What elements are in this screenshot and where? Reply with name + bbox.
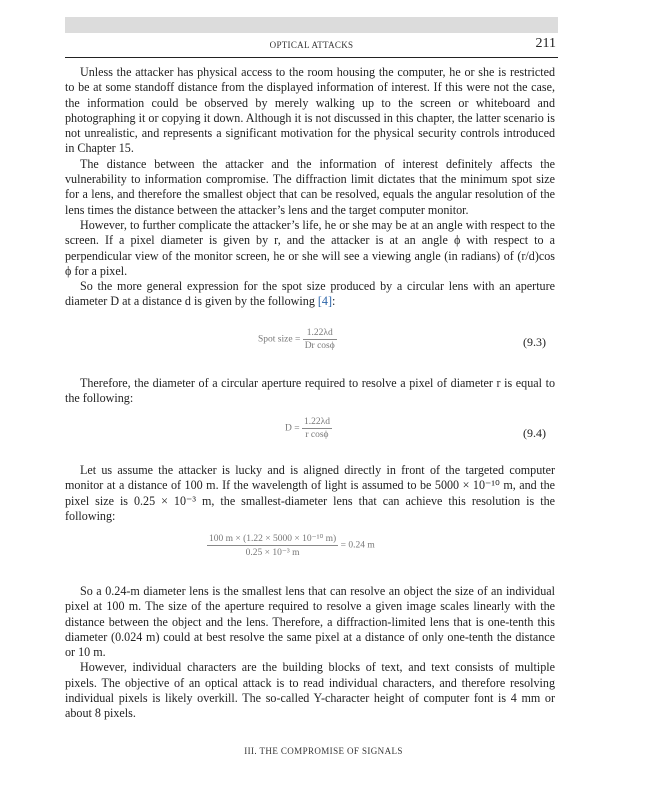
running-title: OPTICAL ATTACKS — [269, 40, 354, 50]
equation-9-4-fraction — [302, 417, 332, 440]
paragraph-5: Therefore, the diameter of a circular aperture required to resolve a pixel of diameter r is equal to the following: — [65, 376, 555, 406]
header-rule — [65, 57, 558, 58]
page-number: 211 — [535, 36, 556, 51]
paragraph-3: However, to further complicate the attacker’s life, he or she may be at an angle with respect to the screen. If a pixel diameter is given by r, and the attacker is at an angle ϕ with respect to a perpendicular view of the monitor screen, he or she will see a viewing angle (in radians) of (r/d)cos ϕ for a pixel. — [65, 217, 555, 278]
paragraph-8: However, individual characters are the building blocks of text, and text consists of multiple pixels. The objective of an optical attack is to read individual characters, and therefore resolving individual pixels is likely overkill. The so-called Y-character height of computer font is 4 mm or about 8 pixels. — [65, 660, 555, 721]
page-footer: III. THE COMPROMISE OF SIGNALS — [244, 746, 403, 756]
equation-9-4-lhs: D = — [285, 423, 300, 434]
equation-9-4-denominator: r cosϕ — [305, 430, 329, 440]
equation-numeric-fraction — [207, 533, 338, 558]
equation-9-3-denominator: Dr cosϕ — [304, 341, 335, 351]
equation-9-4 — [285, 417, 332, 440]
paragraph-6: Let us assume the attacker is lucky and is aligned directly in front of the targeted computer monitor at a distance of 100 m. If the wavelength of light is assumed to be 5000 × 10⁻¹⁰ m, and the pixel size is 0.25 × 10⁻³ m, the smallest-diameter lens that can achieve this resolution is the following: — [65, 463, 555, 523]
paragraph-1: Unless the attacker has physical access to the room housing the computer, he or she is restricted to be at some standoff distance from the displayed information of interest. If this were not the case, the information could be observed by merely walking up to the screen or whiteboard and photographing it or copying it down. Although it is not discussed in this chapter, the latter scenario is not unrealistic, and represents a significant motivation for the physical security controls introduced in Chapter 15. — [65, 65, 555, 156]
text-block-2 — [65, 376, 555, 407]
equation-9-3-numerator: 1.22λd — [303, 328, 337, 340]
equation-number-9-3: (9.3) — [523, 335, 546, 349]
paragraph-4 — [65, 279, 555, 310]
text-block-3 — [65, 463, 555, 524]
equation-numeric-denominator: 0.25 × 10⁻³ m — [245, 548, 300, 558]
equation-number-9-4: (9.4) — [523, 426, 546, 440]
text-block-1 — [65, 65, 555, 310]
equation-numeric-numerator: 100 m × (1.22 × 5000 × 10⁻¹⁰ m) — [209, 534, 337, 544]
text-block-4 — [65, 584, 555, 722]
paragraph-2: The distance between the attacker and the information of interest definitely affects the vulnerability to information compromise. The diffraction limit dictates that the minimum spot size for a lens, and therefore the smallest object that can be resolved, equals the angular resolution of the lens times the distance between the attacker’s lens and the target computer monitor. — [65, 156, 555, 217]
equation-9-3-fraction — [303, 328, 337, 351]
page-header — [65, 34, 558, 55]
header-bar — [65, 17, 558, 33]
citation-link[interactable]: [4] — [317, 294, 333, 309]
paragraph-4-end: : — [332, 294, 336, 309]
equation-9-3-lhs: Spot size = — [258, 334, 301, 345]
paragraph-4-text: So the more general expression for the spot size produced by a circular lens with an aperture diameter D at a distance d is given by the following — [65, 279, 555, 309]
equation-numeric-result: = 0.24 m — [340, 540, 375, 551]
equation-9-4-numerator: 1.22λd — [303, 417, 330, 427]
equation-numeric — [207, 533, 375, 558]
paragraph-7: So a 0.24-m diameter lens is the smallest lens that can resolve an object the size of an individual pixel at 100 m. The size of the aperture required to resolve a given image scales linearly with the distance between the object and the lens. Therefore, a diffraction-limited lens that is one-tenth this diameter (0.024 m) could at best resolve the same pixel at a distance of only one-tenth the distance or 10 m. — [65, 584, 555, 660]
equation-9-3 — [258, 328, 337, 351]
